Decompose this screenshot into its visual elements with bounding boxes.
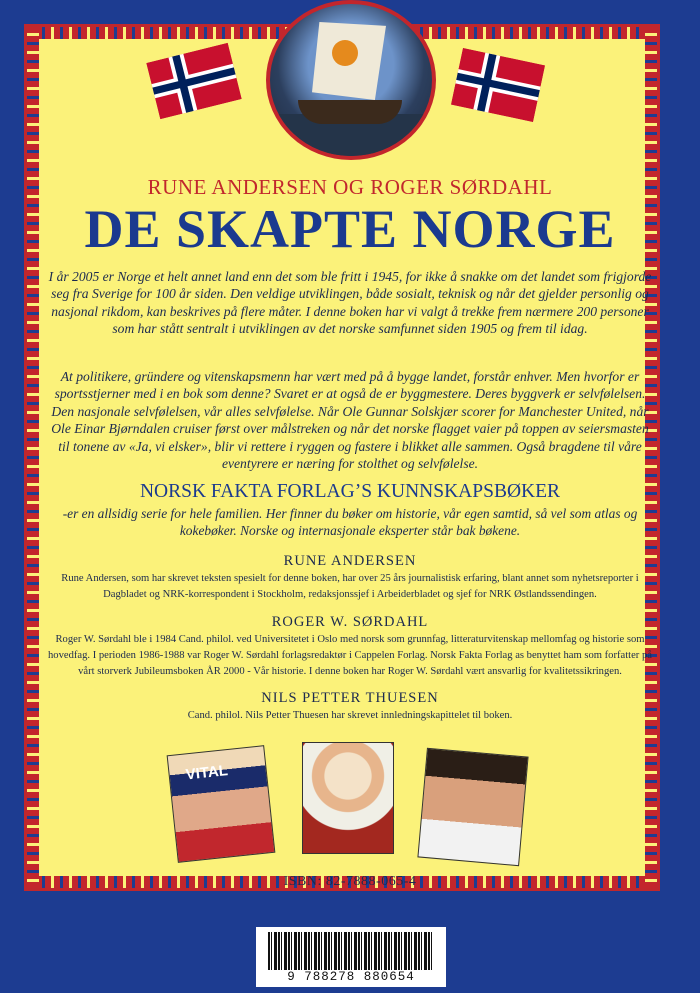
ornament-border-left [27, 27, 39, 888]
bio-text-roger-sordahl: Roger W. Sørdahl ble i 1984 Cand. philol. ved Universitetet i Oslo med norsk som grunnfag, litteraturvitenskap mellomfag og historie som hovedfag. I perioden 1986-1988 var Roger W. Sørdahl forlagsredaktør i Cappelen Forlag. Norsk Fakta Forlag as benyttet ham som forfatter på vårt storverk Jubileumsboken ÅR 2000 - Vår historie. I denne boken har Roger W. Sørdahl vært ansvarlig for kvalitetssikringen. [48, 634, 652, 677]
portrait-man [417, 748, 528, 866]
intro-paragraph-1: I år 2005 er Norge et helt annet land enn det som ble fritt i 1945, for ikke å snakke om det landet som frigjorde seg fra Sverige for 100 år siden. Den veldige utviklingen, både sosialt, teknisk og når det gjelder personlig og nasjonal rikdom, kan beskrives på flere måter. I denne boken har vi valgt å trekke frem nærmere 200 personer som har stått sentralt i utviklingen av det norske samfunnet siden 1905 og frem til idag. [48, 269, 652, 337]
barcode [256, 927, 446, 987]
series-description: -er en allsidig serie for hele familien. Her finner du bøker om historie, vår egen samtid, så vel som atlas og kokebøker. Norske og internasjonale eksperter står bak bøkene. [62, 506, 638, 539]
barcode-bars [268, 932, 434, 970]
isbn-number: ISBN: 82-7888-065-4 [283, 874, 417, 889]
portrait-skier [167, 745, 276, 863]
expedition-raft-medallion [266, 0, 436, 160]
bio-name-nils-petter-thuesen: NILS PETTER THUESEN [261, 690, 439, 706]
raft-image [298, 100, 402, 124]
sun-emblem [332, 40, 358, 66]
book-title: DE SKAPTE NORGE [84, 199, 616, 259]
bio-text-nils-petter-thuesen: Cand. philol. Nils Petter Thuesen har skrevet innledningskapittelet til boken. [187, 710, 513, 721]
bio-name-rune-andersen: RUNE ANDERSEN [283, 553, 417, 569]
intro-paragraph-2: At politikere, gründere og vitenskapsmenn har vært med på å bygge landet, forstår enhver. Men hvorfor er sportsstjerner med i en bok som denne? Svaret er at også de er byggmestere. Deres byggverk er selvfølelsen. Den nasjonale selvfølelsen, vår alles selvfølelse. Når Ole Gunnar Solskjær scorer for Manchester United, når Ole Einar Bjørndalen cruiser først over målstreken og når det norske flagget vaier på toppen av seiersmasten til tonene av «Ja, vi elsker», blir vi rettere i ryggen og fastere i blikket alle sammen. Også bragdene til våre eventyrere er næring for stolthet og selvfølelse. [51, 369, 649, 472]
bio-name-roger-sordahl: ROGER W. SØRDAHL [271, 614, 429, 630]
authors-line: RUNE ANDERSEN OG ROGER SØRDAHL [147, 175, 553, 199]
bio-text-rune-andersen: Rune Andersen, som har skrevet teksten spesielt for denne boken, har over 25 års journalistisk erfaring, blant annet som nyhetsreporter i Dagbladet og NRK-korrespondent i Stockholm, redaksjonssjef i Arbeiderbladet og sjef for NRK Østlandssendingen. [61, 573, 639, 600]
portrait-cap-text: VITAL [184, 762, 229, 784]
series-heading: NORSK FAKTA FORLAG’S KUNNSKAPSBØKER [139, 481, 561, 502]
barcode-number: 9 788278 880654 [287, 970, 415, 984]
portrait-woman [302, 742, 394, 854]
